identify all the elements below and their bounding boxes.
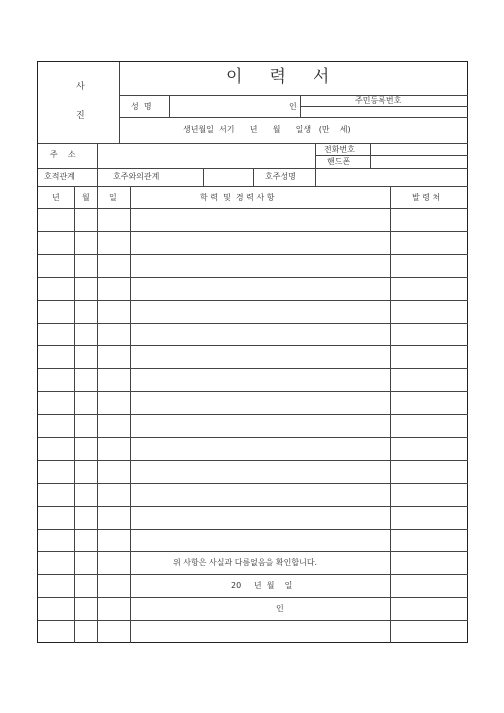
resume-form — [37, 61, 468, 643]
history-entry-row[interactable] — [38, 483, 468, 506]
history-entry-row[interactable] — [38, 460, 468, 483]
resident-number-label: 주민등록번호 — [355, 96, 402, 105]
history-entry-row[interactable] — [38, 597, 468, 620]
name-seal: 인 — [289, 102, 297, 111]
history-entry-row[interactable] — [38, 323, 468, 346]
confirm-statement: 위 사항은 사실과 다름없음을 확인합니다. — [173, 558, 318, 567]
col-header-day: 일 — [109, 193, 117, 202]
name-field[interactable] — [170, 96, 299, 117]
photo-divider — [119, 62, 120, 144]
history-entry-row[interactable] — [38, 345, 468, 368]
mobile-field[interactable] — [371, 156, 467, 168]
history-entry-row[interactable] — [38, 529, 468, 552]
history-entry-row[interactable] — [38, 231, 468, 254]
history-entry-row[interactable] — [38, 277, 468, 300]
history-entry-row[interactable] — [38, 414, 468, 437]
family-relation-label: 호적관계 — [44, 172, 75, 181]
mobile-label: 핸드폰 — [327, 157, 351, 166]
col-header-history: 학 력 및 경 력 사 항 — [200, 193, 275, 202]
name-label: 성 명 — [131, 102, 152, 111]
history-table — [38, 186, 468, 643]
col-header-month: 월 — [82, 193, 90, 202]
head-relation-field[interactable] — [204, 169, 252, 186]
head-relation-label: 호주와의관계 — [113, 172, 160, 181]
col-header-issuer: 발 령 처 — [412, 193, 441, 202]
address-field[interactable] — [98, 144, 314, 168]
resident-number-field[interactable] — [301, 107, 467, 117]
head-name-field[interactable] — [316, 169, 467, 186]
photo-label-bottom: 진 — [76, 111, 85, 121]
phone-label: 전화번호 — [324, 145, 355, 154]
birth-line: 생년월일 서기 년 월 일생 (만 세) — [183, 125, 351, 134]
history-entry-row[interactable] — [38, 254, 468, 277]
page-title: 이 력 서 — [226, 67, 330, 87]
history-entry-row[interactable] — [38, 506, 468, 529]
signature-seal: 인 — [276, 604, 284, 613]
name-row-bottom-line — [119, 117, 468, 118]
address-label: 주 소 — [50, 150, 76, 159]
photo-label-top: 사 — [76, 82, 85, 92]
family-relation-divider — [97, 168, 98, 186]
history-entry-row[interactable] — [38, 391, 468, 414]
history-entry-row[interactable] — [38, 368, 468, 391]
history-entry-row[interactable] — [38, 300, 468, 323]
history-entry-row[interactable] — [38, 208, 468, 231]
confirm-date: 20 년 월 일 — [231, 581, 293, 590]
col-header-year: 년 — [52, 193, 60, 202]
history-entry-row[interactable] — [38, 437, 468, 460]
head-relation-value-divider — [253, 168, 254, 186]
phone-field[interactable] — [371, 144, 467, 155]
head-name-label: 호주성명 — [265, 172, 296, 181]
history-entry-row[interactable] — [38, 620, 468, 643]
